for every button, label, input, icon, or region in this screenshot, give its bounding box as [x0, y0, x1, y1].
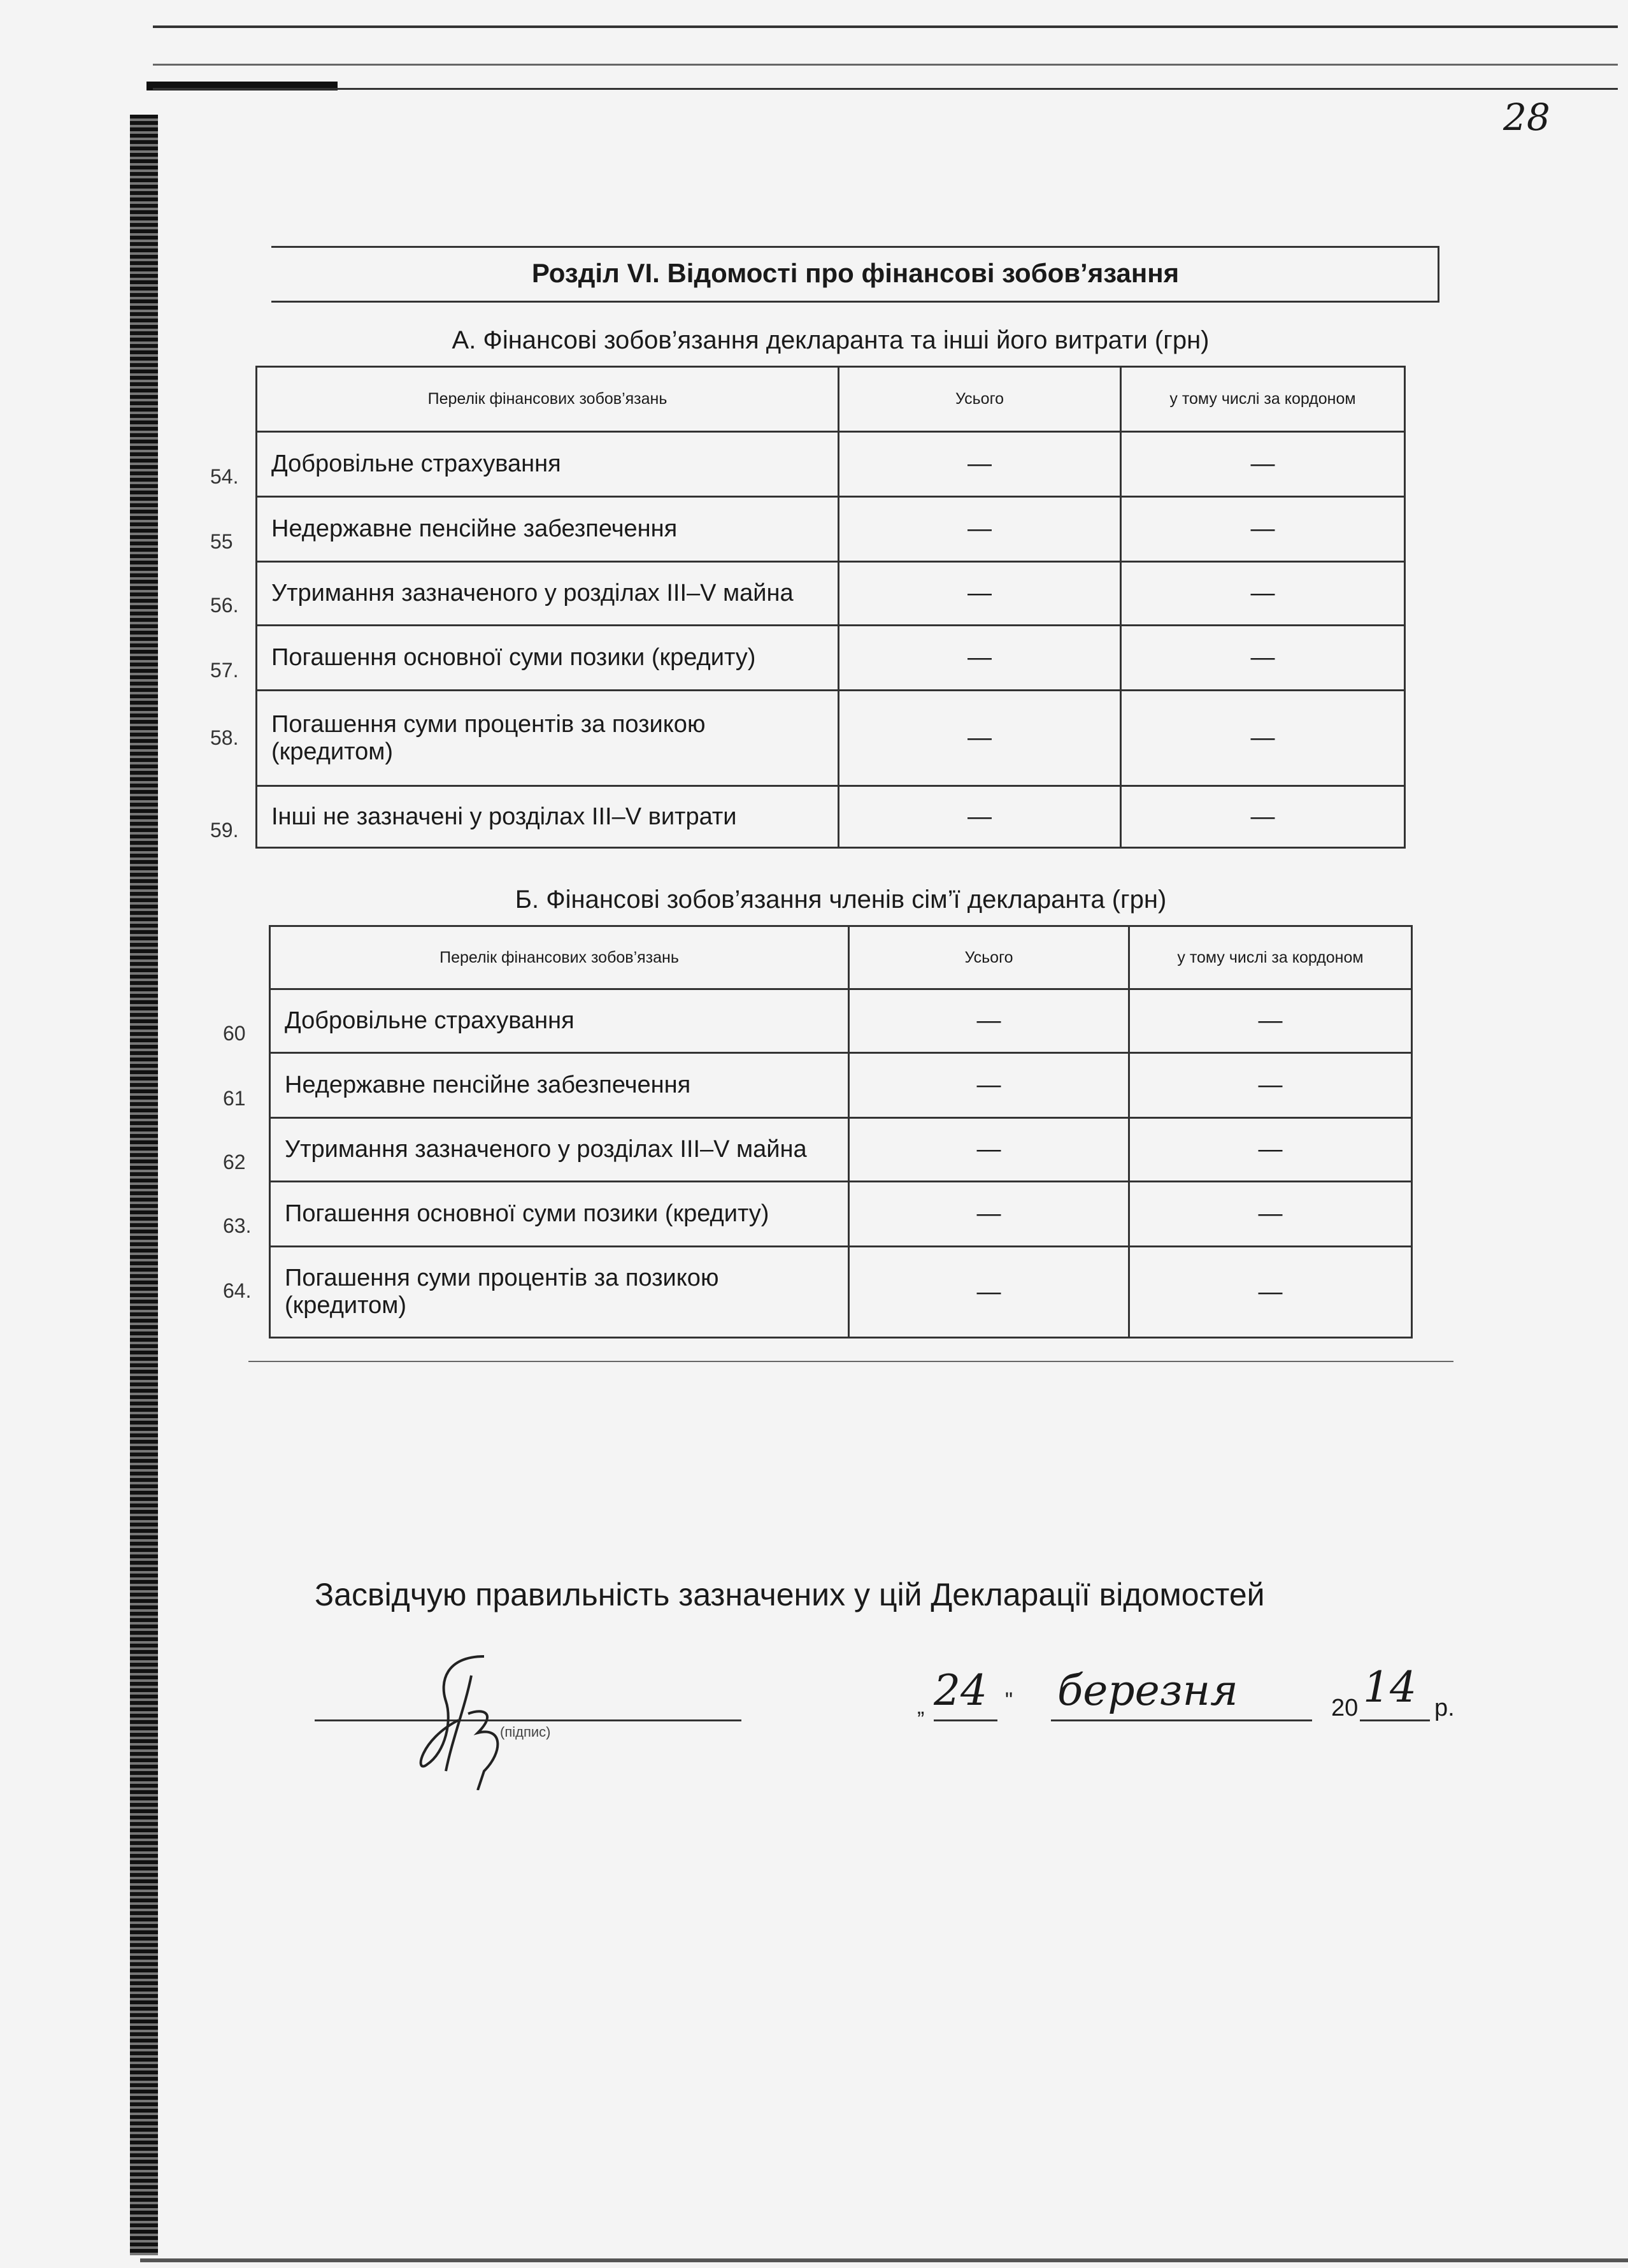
row-number: 54.	[210, 465, 239, 488]
header-list: Перелік фінансових зобов’язань	[270, 926, 849, 989]
quote-open: „	[917, 1695, 925, 1719]
table-row	[257, 497, 1405, 562]
year-line	[1360, 1719, 1430, 1721]
date-month-line	[1051, 1719, 1312, 1721]
row-label: Погашення основної суми позики (кредиту)	[257, 626, 839, 691]
date-day: 24	[934, 1666, 987, 1715]
row-label: Недержавне пенсійне забезпечення	[257, 497, 839, 562]
row-abroad: —	[1121, 497, 1405, 562]
row-abroad: —	[1121, 626, 1405, 691]
table-row	[270, 989, 1412, 1053]
table-row	[257, 626, 1405, 691]
date-day-line	[934, 1719, 997, 1721]
scan-edge-line	[140, 2258, 1628, 2262]
table-row	[257, 691, 1405, 786]
row-abroad: —	[1129, 1182, 1412, 1247]
row-total: —	[839, 786, 1121, 848]
table-row	[257, 432, 1405, 497]
header-total: Усього	[849, 926, 1129, 989]
year-suffix: 14	[1363, 1663, 1417, 1712]
part-b-title: Б. Фінансові зобов’язання членів сім’ї декларанта (грн)	[515, 886, 1167, 914]
scan-edge-line	[153, 88, 1618, 90]
section-title: Розділ VI. Відомості про фінансові зобов’язання	[531, 258, 1180, 288]
row-total: —	[849, 1118, 1129, 1182]
signature-image	[408, 1644, 573, 1790]
row-total: —	[839, 497, 1121, 562]
row-abroad: —	[1121, 691, 1405, 786]
year-unit: р.	[1434, 1695, 1455, 1721]
row-number: 58.	[210, 726, 239, 749]
row-number: 60	[223, 1022, 246, 1045]
row-label: Утримання зазначеного у розділах III–V майна	[270, 1118, 849, 1182]
row-label: Утримання зазначеного у розділах III–V майна	[257, 562, 839, 626]
table-row	[270, 1182, 1412, 1247]
row-abroad: —	[1121, 432, 1405, 497]
row-number: 59.	[210, 819, 239, 842]
table-header-row	[257, 367, 1405, 432]
quote-close: "	[1005, 1688, 1013, 1712]
table-row	[257, 786, 1405, 848]
part-b-table	[269, 925, 1413, 1339]
certification-text: Засвідчую правильність зазначених у цій Декларації відомостей	[315, 1577, 1265, 1612]
table-row	[270, 1053, 1412, 1118]
date-month: березня	[1057, 1666, 1238, 1715]
row-total: —	[849, 1247, 1129, 1338]
header-list: Перелік фінансових зобов’язань	[257, 367, 839, 432]
header-abroad: у тому числі за кордоном	[1121, 367, 1405, 432]
year-prefix: 20	[1331, 1695, 1359, 1721]
part-a-table	[255, 366, 1406, 849]
row-number: 56.	[210, 594, 239, 617]
row-label: Недержавне пенсійне забезпечення	[270, 1053, 849, 1118]
divider	[248, 1361, 1453, 1362]
row-total: —	[849, 989, 1129, 1053]
divider	[271, 301, 1439, 303]
row-total: —	[839, 562, 1121, 626]
row-number: 61	[223, 1087, 246, 1110]
page-number: 28	[1503, 96, 1550, 139]
row-label: Погашення суми процентів за позикою (кредитом)	[270, 1247, 849, 1338]
row-label: Добровільне страхування	[257, 432, 839, 497]
row-label: Погашення суми процентів за позикою (кредитом)	[257, 691, 839, 786]
row-total: —	[839, 432, 1121, 497]
row-total: —	[849, 1182, 1129, 1247]
row-label: Інші не зазначені у розділах III–V витрати	[257, 786, 839, 848]
row-number: 55	[210, 530, 233, 553]
row-abroad: —	[1129, 1053, 1412, 1118]
row-abroad: —	[1129, 989, 1412, 1053]
binding-strip	[130, 115, 158, 2255]
divider	[271, 246, 1439, 248]
header-total: Усього	[839, 367, 1121, 432]
row-label: Погашення основної суми позики (кредиту)	[270, 1182, 849, 1247]
row-total: —	[839, 626, 1121, 691]
row-number: 64.	[223, 1279, 252, 1302]
row-total: —	[839, 691, 1121, 786]
row-number: 62	[223, 1151, 246, 1173]
row-total: —	[849, 1053, 1129, 1118]
table-row	[257, 562, 1405, 626]
scan-edge-line	[153, 64, 1618, 66]
row-abroad: —	[1129, 1118, 1412, 1182]
scan-edge-line	[153, 25, 1618, 28]
table-row	[270, 1247, 1412, 1338]
header-abroad: у тому числі за кордоном	[1129, 926, 1412, 989]
table-row	[270, 1118, 1412, 1182]
table-header-row	[270, 926, 1412, 989]
row-abroad: —	[1121, 562, 1405, 626]
row-abroad: —	[1121, 786, 1405, 848]
signature-caption: (підпис)	[500, 1724, 551, 1740]
row-number: 57.	[210, 659, 239, 682]
row-label: Добровільне страхування	[270, 989, 849, 1053]
row-abroad: —	[1129, 1247, 1412, 1338]
row-number: 63.	[223, 1214, 252, 1237]
part-a-title: А. Фінансові зобов’язання декларанта та інші його витрати (грн)	[452, 326, 1210, 354]
